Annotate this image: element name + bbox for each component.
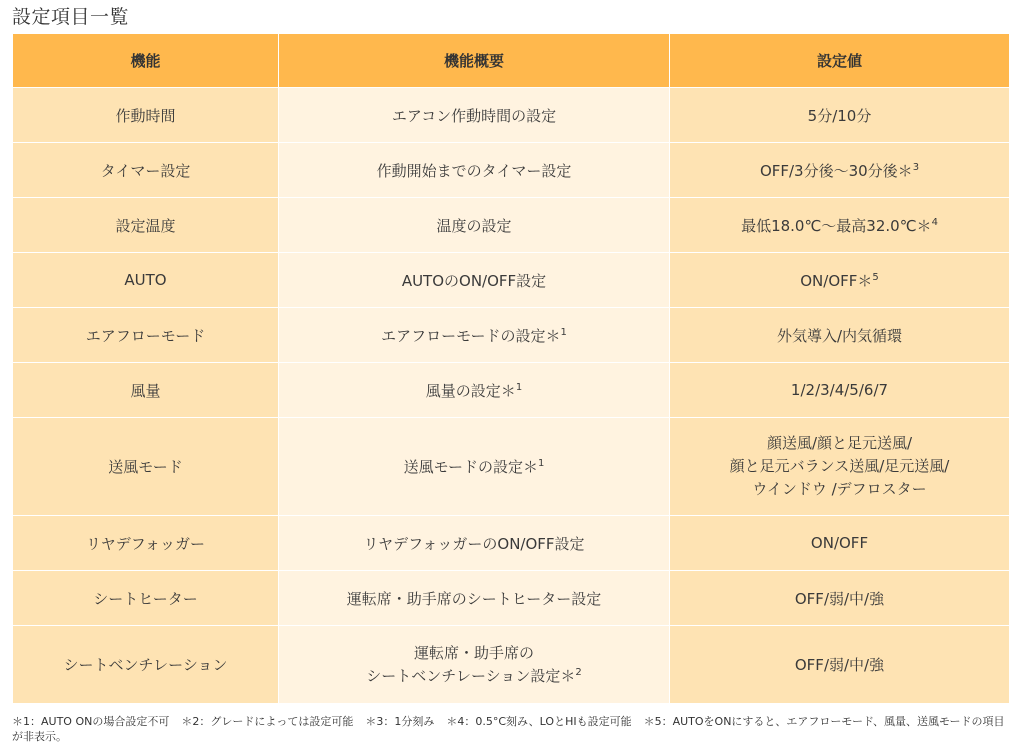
cell-description [279, 363, 670, 418]
table-row [13, 418, 1010, 516]
cell-value [670, 571, 1010, 626]
cell-function: シートベンチレーション [13, 626, 279, 704]
footnote-item: ＊2：グレードによっては設定可能 [181, 715, 354, 728]
cell-description-text: 運転席・助手席の [413, 643, 534, 662]
cell-value-text: 外気導入/内気循環 [776, 326, 903, 345]
table-row [13, 516, 1010, 571]
footnote-item: ＊3：1分刻み [365, 715, 435, 728]
cell-value-text: 5分/10分 [807, 106, 872, 125]
cell-value-text: OFF/弱/中/強 [794, 589, 885, 608]
cell-description-text: 風量の設定＊ [425, 381, 516, 400]
header-function: 機能 [13, 34, 279, 88]
settings-table [12, 33, 1010, 704]
cell-description [279, 88, 670, 143]
footnotes [12, 714, 1008, 744]
footnote-item: ＊5：AUTOをONにすると、エアフローモード、風量、送風モードの項目が非表示。 [12, 715, 1005, 743]
cell-description-text: エアフローモードの設定＊ [381, 326, 561, 345]
cell-description [279, 308, 670, 363]
page-title: 設定項目一覧 [12, 6, 130, 28]
table-row [13, 253, 1010, 308]
header-description: 機能概要 [279, 34, 670, 88]
cell-function: タイマー設定 [13, 143, 279, 198]
cell-value-text: ON/OFF＊ [800, 271, 873, 290]
footnote-marker: 2 [575, 666, 582, 678]
cell-value-text: OFF/3分後～30分後＊ [759, 161, 913, 180]
cell-function: 風量 [13, 363, 279, 418]
cell-function: 設定温度 [13, 198, 279, 253]
cell-description [279, 418, 670, 516]
cell-value-text: 顔送風/顔と足元送風/ [766, 434, 913, 452]
cell-description-text: リヤデフォッガーのON/OFF設定 [363, 534, 585, 553]
cell-function: シートヒーター [13, 571, 279, 626]
cell-value-text: 1/2/3/4/5/6/7 [790, 381, 889, 399]
cell-description-text: 運転席・助手席のシートヒーター設定 [346, 589, 602, 608]
table-row [13, 363, 1010, 418]
table-row [13, 198, 1010, 253]
cell-description-text: AUTOのON/OFF設定 [401, 271, 547, 290]
footnote-marker: 1 [515, 381, 523, 393]
cell-description [279, 516, 670, 571]
cell-value [670, 418, 1010, 516]
cell-description [279, 143, 670, 198]
cell-description-text: エアコン作動時間の設定 [391, 106, 557, 125]
table-row [13, 308, 1010, 363]
cell-value-text: OFF/弱/中/強 [794, 656, 885, 674]
cell-value [670, 253, 1010, 308]
footnote-marker: 4 [931, 216, 938, 228]
header-value: 設定値 [670, 34, 1010, 88]
cell-value [670, 626, 1010, 704]
table-row [13, 626, 1010, 704]
footnote-item: ＊4：0.5°C刻み、LOとHIも設定可能 [446, 715, 632, 728]
cell-function: リヤデフォッガー [13, 516, 279, 571]
footnote-marker: 3 [912, 161, 920, 173]
cell-description [279, 198, 670, 253]
footnote-marker: 1 [560, 326, 567, 338]
cell-value [670, 516, 1010, 571]
cell-description-text: シートベンチレーション設定＊ [366, 666, 576, 685]
cell-value-text: 最低18.0℃～最高32.0℃＊ [741, 216, 932, 235]
cell-value-text: 顔と足元バランス送風/足元送風/ [729, 457, 950, 475]
cell-description-text: 送風モードの設定＊ [403, 458, 539, 476]
table-header-row [13, 34, 1010, 88]
cell-value [670, 143, 1010, 198]
footnote-marker: 5 [872, 271, 879, 283]
cell-value-text: ウインドウ /デフロスター [752, 480, 927, 498]
footnote-marker: 1 [538, 458, 545, 469]
cell-description [279, 253, 670, 308]
table-row [13, 88, 1010, 143]
table-row [13, 143, 1010, 198]
cell-value [670, 198, 1010, 253]
cell-value [670, 308, 1010, 363]
cell-value [670, 88, 1010, 143]
table-row [13, 571, 1010, 626]
cell-function: 作動時間 [13, 88, 279, 143]
cell-function: 送風モード [13, 418, 279, 516]
footnote-item: ＊1：AUTO ONの場合設定不可 [12, 715, 170, 728]
cell-function: AUTO [13, 253, 279, 308]
cell-value-text: ON/OFF [810, 534, 869, 552]
cell-description-text: 温度の設定 [436, 216, 512, 235]
cell-function: エアフローモード [13, 308, 279, 363]
cell-description [279, 626, 670, 704]
cell-value [670, 363, 1010, 418]
cell-description [279, 571, 670, 626]
cell-description-text: 作動開始までのタイマー設定 [376, 161, 572, 180]
